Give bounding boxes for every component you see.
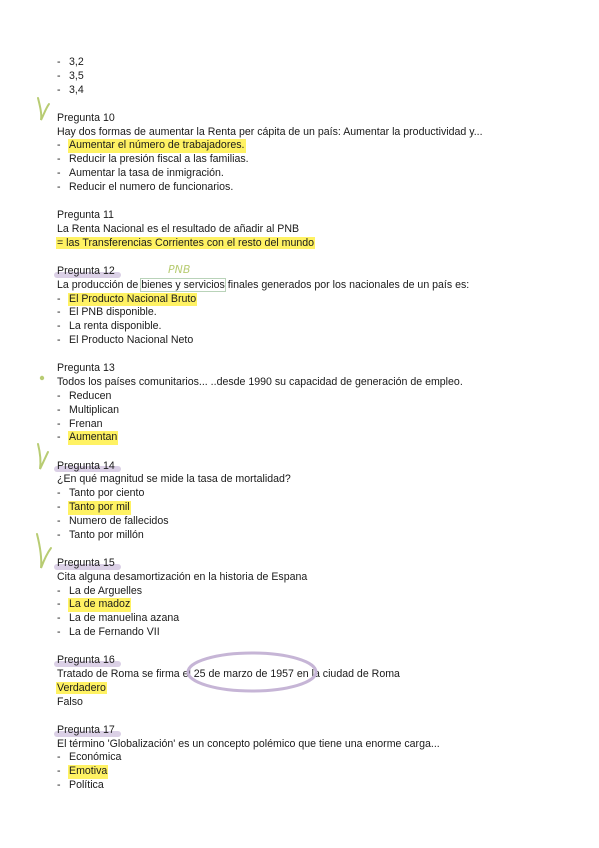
- list-item: - La de manuelina azana: [57, 612, 180, 625]
- question-title: Pregunta 12: [57, 265, 115, 278]
- list-item: - Multiplican: [57, 403, 120, 416]
- list-item: - Aumentar el número de trabajadores.: [57, 139, 245, 152]
- list-item: - Política: [57, 779, 104, 792]
- question-text: Tratado de Roma se firma el 25 de marzo de 1957 en la ciudad de Roma: [57, 667, 400, 680]
- choice-false: Falso: [57, 695, 83, 708]
- question-14: [57, 460, 577, 543]
- dot-icon: [40, 376, 44, 380]
- highlighted-answer: Aumentar el número de trabajadores.: [69, 139, 245, 152]
- list-item: - La de madoz: [57, 598, 131, 611]
- list-item: - Emotiva: [57, 765, 108, 778]
- list-item: - Frenan: [57, 417, 103, 430]
- intro-options: [57, 56, 577, 97]
- list-item: - Tanto por millón: [57, 528, 144, 541]
- list-item: - Reducen: [57, 389, 112, 402]
- question-title: Pregunta 14: [57, 459, 115, 472]
- list-item: - Reducir el numero de funcionarios.: [57, 180, 234, 193]
- question-text: La Renta Nacional es el resultado de añadir al PNB: [57, 222, 300, 235]
- list-item: - Tanto por mil: [57, 501, 130, 514]
- question-10: [57, 112, 577, 195]
- highlighted-answer: Emotiva: [69, 765, 108, 778]
- question-text: ¿En qué magnitud se mide la tasa de mortalidad?: [57, 473, 291, 486]
- list-item: - Tanto por ciento: [57, 487, 145, 500]
- highlighted-answer: Aumentan: [69, 431, 118, 444]
- checkmark-icon: [37, 534, 51, 568]
- list-item: - 3,4: [57, 83, 84, 96]
- list-item: - Aumentar la tasa de inmigración.: [57, 167, 224, 180]
- list-item: - 3,5: [57, 69, 84, 82]
- highlighted-answer: La de madoz: [69, 598, 131, 611]
- question-title: Pregunta 15: [57, 556, 115, 569]
- question-15: [57, 557, 577, 640]
- highlighted-answer: El Producto Nacional Bruto: [69, 292, 197, 305]
- question-text: El término 'Globalización' es un concepto polémico que tiene una enorme carga...: [57, 737, 440, 750]
- handwritten-note: PNB: [168, 263, 191, 276]
- highlighted-answer: Tanto por mil: [69, 501, 130, 514]
- highlighted-answer: Verdadero: [57, 681, 106, 694]
- question-text: Cita alguna desamortización en la historia de Espana: [57, 570, 308, 583]
- question-12: [57, 265, 577, 348]
- question-13: [57, 362, 577, 445]
- question-title: Pregunta 10: [57, 111, 115, 124]
- question-text: Hay dos formas de aumentar la Renta per cápita de un país: Aumentar la productividad y...: [57, 125, 483, 138]
- list-item: - Aumentan: [57, 431, 118, 444]
- highlighted-answer: = las Transferencias Corrientes con el resto del mundo: [57, 236, 315, 249]
- question-title: Pregunta 17: [57, 723, 115, 736]
- list-item: - El Producto Nacional Bruto: [57, 292, 197, 305]
- boxed-phrase: bienes y servicios: [141, 278, 225, 291]
- list-item: - 3,2: [57, 56, 84, 68]
- list-item: - El PNB disponible.: [57, 306, 157, 319]
- list-item: - Reducir la presión fiscal a las familias.: [57, 153, 249, 166]
- question-title: Pregunta 13: [57, 362, 115, 375]
- question-11: [57, 209, 577, 250]
- document-page: [57, 56, 577, 793]
- question-16: [57, 654, 577, 709]
- checkmark-icon: [38, 444, 48, 469]
- checkmark-icon: [38, 98, 49, 120]
- list-item: - Numero de fallecidos: [57, 514, 169, 527]
- question-title: Pregunta 11: [57, 209, 114, 222]
- question-17: [57, 724, 577, 793]
- question-title: Pregunta 16: [57, 654, 115, 667]
- list-item: - La renta disponible.: [57, 320, 162, 333]
- list-item: - La de Arguelles: [57, 584, 143, 597]
- list-item: - Económica: [57, 751, 122, 764]
- question-text: La producción de bienes y servicios finales generados por los nacionales de un país es:: [57, 278, 470, 291]
- list-item: - El Producto Nacional Neto: [57, 334, 194, 347]
- list-item: - La de Fernando VII: [57, 625, 160, 638]
- question-text: Todos los países comunitarios... ..desde 1990 su capacidad de generación de empleo.: [57, 376, 463, 389]
